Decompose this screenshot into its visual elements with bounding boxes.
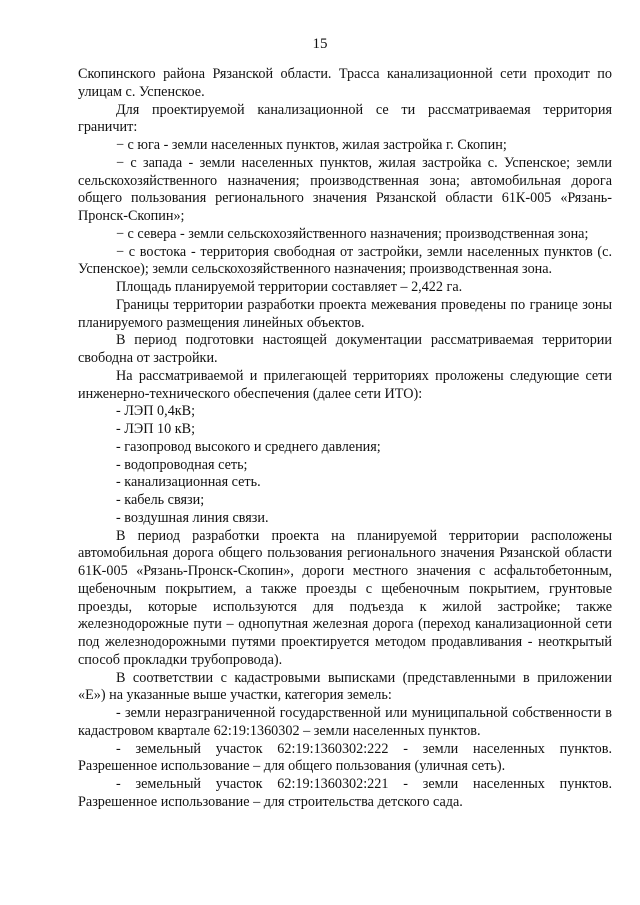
paragraph: − с запада - земли населенных пунктов, жилая застройка с. Успенское; земли сельскохозяйственного назначения; производственная зона; автомобильная дорога общего пользования регионального значения Рязанской области 61К-005 «Рязань-Пронск-Скопин»; bbox=[78, 154, 612, 224]
paragraph: Для проектируемой канализационной се ти рассматриваемая территория граничит: bbox=[78, 101, 612, 136]
paragraph: − с юга - земли населенных пунктов, жилая застройка г. Скопин; bbox=[116, 137, 507, 153]
paragraph: - земельный участок 62:19:1360302:222 - земли населенных пунктов. Разрешенное использование – для общего пользования (уличная сеть). bbox=[78, 740, 612, 775]
paragraph: - земельный участок 62:19:1360302:221 - земли населенных пунктов. Разрешенное использование – для строительства детского сада. bbox=[78, 776, 612, 810]
paragraph: - кабель связи; bbox=[116, 492, 205, 508]
paragraph: - водопроводная сеть; bbox=[116, 456, 248, 473]
paragraph: − с севера - земли сельскохозяйственного назначения; производственная зона; bbox=[116, 225, 589, 242]
paragraph: - воздушная линия связи. bbox=[116, 509, 269, 526]
paragraph: - ЛЭП 10 кВ; bbox=[116, 421, 196, 437]
paragraph: На рассматриваемой и прилегающей территориях проложены следующие сети инженерно-технического обеспечения (далее сети ИТО): bbox=[78, 367, 612, 402]
paragraph: - ЛЭП 0,4кВ; bbox=[116, 403, 196, 420]
page-number: 15 bbox=[312, 36, 328, 52]
paragraph: - канализационная сеть. bbox=[116, 474, 261, 491]
paragraph: Скопинского района Рязанской области. Трасса канализационной сети проходит по улицам с. Успенское. bbox=[78, 66, 612, 100]
paragraph: − с востока - территория свободная от застройки, земли населенных пунктов (с. Успенское); земли сельскохозяйственного назначения; производственная зона. bbox=[78, 243, 612, 278]
paragraph: - газопровод высокого и среднего давления; bbox=[116, 438, 381, 455]
paragraph: Площадь планируемой территории составляет – 2,422 га. bbox=[116, 279, 463, 295]
paragraph: В период разработки проекта на планируемой территории расположены автомобильная дорога общего пользования регионального значения Рязанской области 61К-005 «Рязань-Пронск-Скопин», дороги местного значения с асфальтобетонным, щебеночным покрытием, а также проезды с щебеночным покрытием, грунтовые проезды, которые используются для подъезда к жилой застройке; также железнодорожные пути – однопутная железная дорога (переход канализационной сети под железнодорожными путями проектируется методом продавливания - неоткрытый способ прокладки трубопровода). bbox=[78, 527, 612, 668]
paragraph: Границы территории разработки проекта межевания проведены по границе зоны планируемого размещения линейных объектов. bbox=[78, 296, 612, 331]
document-body bbox=[78, 66, 612, 812]
paragraph: В период подготовки настоящей документации рассматриваемая территории свободна от застройки. bbox=[78, 332, 612, 366]
paragraph: - земли неразграниченной государственной или муниципальной собственности в кадастровом квартале 62:19:1360302 – земли населенных пунктов. bbox=[78, 705, 612, 739]
paragraph: В соответствии с кадастровыми выписками (представленными в приложении «Е») на указанные выше участки, категория земель: bbox=[78, 669, 612, 704]
